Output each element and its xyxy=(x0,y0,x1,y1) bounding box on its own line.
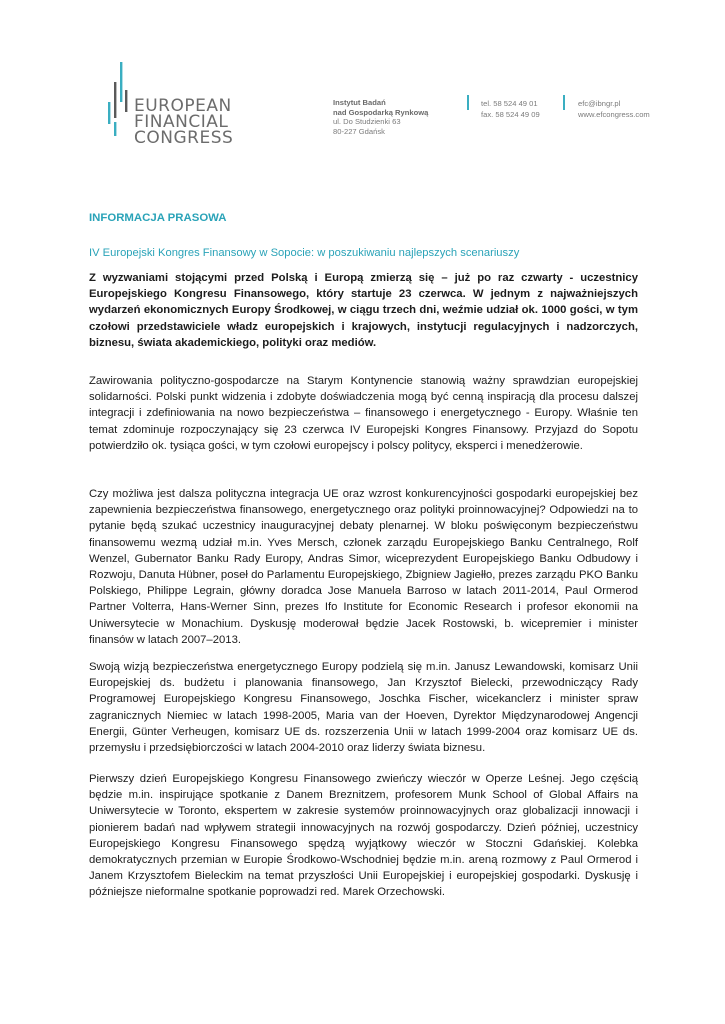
logo-word-congress: CONGRESS xyxy=(134,128,234,148)
body-paragraph: Pierwszy dzień Europejskiego Kongresu Finansowego zwieńczy wieczór w Operze Leśnej. Jego częścią będzie m.in. inspirujące spotkanie z Danem Breznitzem, profesorem Munk School of Global Affairs na Uniwersytecie w Toronto, ekspertem w zakresie systemów proinnowacyjnych oraz globalizacji innowacji i pionierem badań nad wpływem strategii innowacyjnych na rozwój gospodarczy. Dzień później, uczestnicy Europejskiego Kongresu Finansowego spędzą wyjątkowy wieczór w Stoczni Gdańskiej. Kolebka demokratycznych przemian w Europie Środkowo-Wschodniej będzie m.in. areną rozmowy z Paul Ormerod i Janem Krzysztofem Bieleckim na temat przyszłości Unii Europejskiej i europejskiej gospodarki. Dyskusję i późniejsze nieformalne spotkanie poprowadzi red. Marek Orzechowski. xyxy=(89,773,638,899)
logo-word-european: EUROPEAN xyxy=(134,96,232,116)
web-block xyxy=(578,98,650,120)
logo-wordmark xyxy=(134,98,233,146)
email-link[interactable]: efc@ibngr.pl xyxy=(578,99,621,108)
website-link[interactable]: www.efcongress.com xyxy=(578,110,650,119)
institute-address xyxy=(333,98,428,136)
address-line-1: Instytut Badań xyxy=(333,98,386,107)
press-release-subheading: IV Europejski Kongres Finansowy w Sopocie: w poszukiwaniu najlepszych scenariuszy xyxy=(89,247,520,259)
address-line-3: ul. Do Studzienki 63 xyxy=(333,117,401,126)
phone-number: tel. 58 524 49 01 xyxy=(481,99,538,108)
body-paragraph: Zawirowania polityczno-gospodarcze na Starym Kontynencie stanowią ważny sprawdzian europejskiej solidarności. Polski punkt widzenia i zdobyte doświadczenia mogą być cenną inspiracją dla procesu dalszej integracji i zdefiniowania na nowo bezpieczeństwa – finansowego i energetycznego - Europy. Właśnie ten temat zdominuje rozpoczynający się 23 czerwca IV Europejski Kongres Finansowy. Przyjazd do Sopotu potwierdziło ok. tysiąca gości, w tym czołowi europejscy i polscy politycy, eksperci i menedżerowie. xyxy=(89,375,638,452)
address-line-4: 80-227 Gdańsk xyxy=(333,126,385,136)
fax-number: fax. 58 524 49 09 xyxy=(481,110,540,119)
address-line-2: nad Gospodarką Rynkową xyxy=(333,107,429,117)
press-release-heading: INFORMACJA PRASOWA xyxy=(89,212,227,224)
header-divider xyxy=(467,95,469,110)
phone-block xyxy=(481,98,540,120)
logo-word-financial: FINANCIAL xyxy=(134,112,229,132)
body-paragraph: Czy możliwa jest dalsza polityczna integracja UE oraz wzrost konkurencyjności gospodarki europejskiej bez zapewnienia bezpieczeństwa finansowego, energetycznego oraz polityki proinnowacyjnej? Odpowiedzi na to pytanie będą szukać uczestnicy inauguracyjnej debaty plenarnej. W bloku poświęconym bezpieczeństwu finansowemu wezmą udział m.in. Yves Mersch, członek zarządu Europejskiego Banku Centralnego, Rolf Wenzel, Gubernator Banku Rady Europy, Andras Simor, wiceprezydent Europejskiego Banku Odbudowy i Rozwoju, Danuta Hübner, poseł do Parlamentu Europejskiego, Zbigniew Jagiełło, prezes zarządu PKO Banku Polskiego, Philippe Legrain, główny doradca Jose Manuela Barroso w latach 2011-2014, Paul Ormerod Partner Volterra, Hans-Werner Sinn, prezes Ifo Institute for Economic Research i profesor ekonomii na Uniwersytecie w Monachium. Dyskusję moderował będzie Jacek Rostowski, b. wicepremier i minister finansów w latach 2007–2013. xyxy=(89,488,638,646)
logo-bars-icon xyxy=(105,60,133,152)
efc-logo xyxy=(105,60,265,152)
lead-paragraph: Z wyzwaniami stojącymi przed Polską i Europą zmierzą się – już po raz czwarty - uczestnicy Europejskiego Kongresu Finansowego, który startuje 23 czerwca. W jednym z najważniejszych wydarzeń ekonomicznych Europy Środkowej, w ciągu trzech dni, weźmie udział ok. 1000 gości, w tym czołowi przedstawiciele władz europejskich i krajowych, instytucji regulacyjnych i nadzorczych, biznesu, świata akademickiego, polityki oraz mediów. xyxy=(89,272,638,349)
header-divider xyxy=(563,95,565,110)
body-paragraph: Swoją wizją bezpieczeństwa energetycznego Europy podzielą się m.in. Janusz Lewandowski, komisarz Unii Europejskiej ds. budżetu i planowania finansowego, Jan Krzysztof Bielecki, przewodniczący Rady Programowej Europejskiego Kongresu Finansowego, Joschka Fischer, wicekanclerz i minister spraw zagranicznych Niemiec w latach 1998-2005, Maria van der Hoeven, Dyrektor Międzynarodowej Angencji Energii, Günter Verheugen, komisarz UE ds. rozszerzenia Unii w latach 1999-2004 oraz komisarz UE ds. przemysłu i przedsiębiorczości w latach 2004-2010 oraz liderzy świata biznesu. xyxy=(89,661,638,755)
